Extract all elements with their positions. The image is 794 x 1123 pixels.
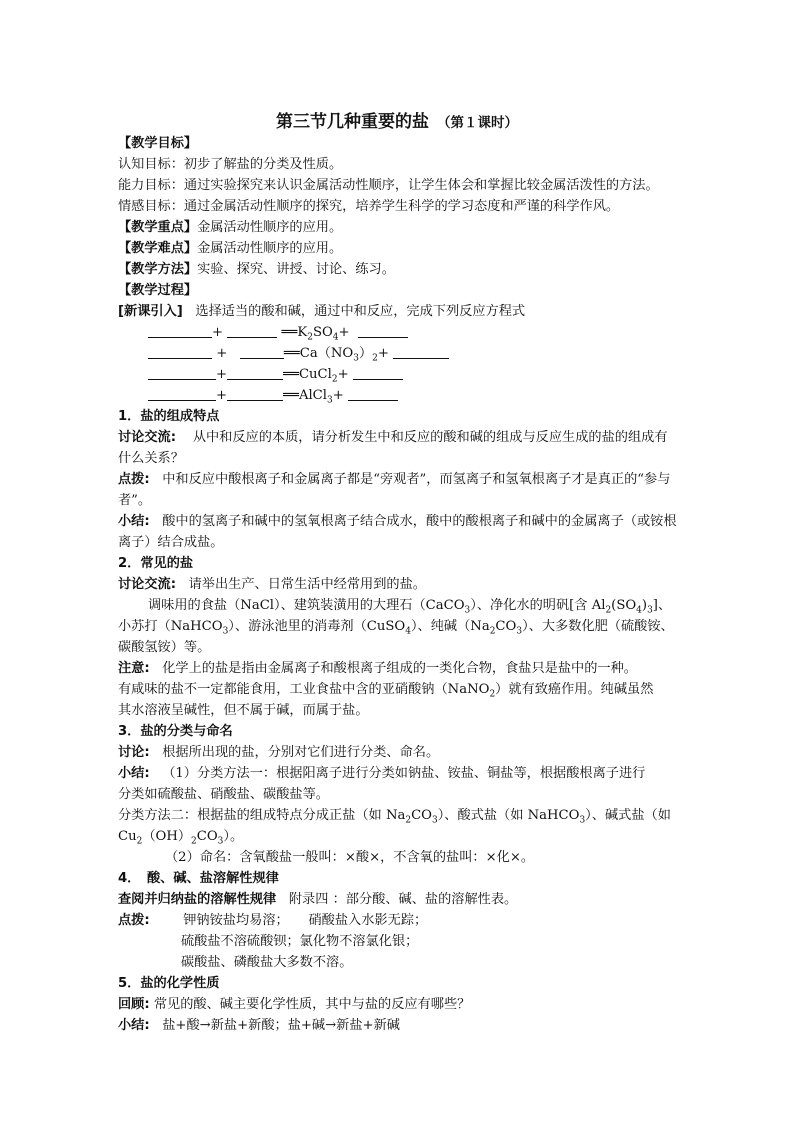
equation-4: + ══AlCl$_3$+ — [118, 385, 678, 406]
section-2-heading: 2．常见的盐 — [118, 556, 194, 571]
answer-blank[interactable] — [148, 386, 216, 401]
section-4-lookup: 查阅并归纳盐的溶解性规律 附录四 ：部分酸、碱、盐的溶解性表。 — [118, 892, 518, 907]
section-3-method-2: 分类方法二：根据盐的组成特点分成正盐（如 $Na_2CO_3$）、酸式盐（如 NaHCO$_3$）、碱式盐（如 — [118, 808, 671, 826]
section-1-heading: 1．盐的组成特点 — [118, 409, 220, 424]
section-3-summary: 小结: （1）分类方法一：根据阳离子进行分类如钠盐、铵盐、铜盐等，根据酸根离子进行 — [118, 766, 646, 781]
section-2-note-3: 其水溶液呈碱性，但不属于碱，而属于盐。 — [118, 703, 369, 718]
answer-blank[interactable] — [227, 323, 277, 338]
title-sub: （第１课时） — [437, 115, 518, 131]
section-1-tip: 点拨: 中和反应中酸根离子和金属离子都是“旁观者”，而氢离子和氢氧根离子才是真正的“参与者”。 — [118, 472, 671, 508]
section-3-discussion: 讨论: 根据所出现的盐，分别对它们进行分类、命名。 — [118, 745, 440, 760]
document-body — [118, 133, 678, 1036]
section-4-tip: 点拨: 钾钠铵盐均易溶； 硝酸盐入水影无踪； — [118, 913, 428, 928]
answer-blank[interactable] — [148, 365, 216, 380]
section-2-note-2: 有咸味的盐不一定都能食用，工业食盐中含的亚硝酸钠（NaNO$_2$）就有致癌作用。纯碱虽然 — [118, 682, 654, 700]
equation-2: + $══Ca(NO_3)_2+$ — [118, 343, 678, 364]
difficult-point: 【教学难点】金属活动性顺序的应用。 — [118, 241, 343, 256]
page-title — [0, 107, 794, 132]
section-3-heading: 3．盐的分类与命名 — [118, 724, 233, 739]
section-3-naming: （2）命名：含氧酸盐一般叫：×酸×，不含氧的盐叫：×化×。 — [165, 850, 535, 865]
process-heading: 【教学过程】 — [118, 283, 198, 298]
key-point: 【教学重点】金属活动性顺序的应用。 — [118, 220, 343, 235]
answer-blank[interactable] — [348, 386, 398, 401]
section-2-para-1: 调味用的食盐（NaCl）、建筑装潢用的大理石（CaCO$_3$）、净化水的明矾[含 $Al_2(SO_4)_3$]、 — [148, 598, 672, 616]
answer-blank[interactable] — [148, 344, 212, 359]
equation-3: + ══CuCl$_2$+ — [118, 364, 678, 385]
section-2-discussion: 讨论交流: 请举出生产、日常生活中经常用到的盐。 — [118, 577, 426, 592]
objectives-heading: 【教学目标】 — [118, 136, 198, 151]
answer-blank[interactable] — [240, 344, 284, 359]
section-4-heading: 4． 酸、碱、盐溶解性规律 — [118, 871, 279, 886]
section-2-para-3: 碳酸氢铵）等。 — [118, 640, 211, 655]
answer-blank[interactable] — [148, 323, 212, 338]
answer-blank[interactable] — [358, 323, 408, 338]
section-5-summary: 小结: 盐+酸→新盐+新酸；盐+碱→新盐+新碱 — [118, 1018, 400, 1033]
equation-1: + $══K_2SO_4+$ — [118, 322, 678, 343]
section-4-tip-3: 碳酸盐、磷酸盐大多数不溶。 — [181, 955, 353, 970]
answer-blank[interactable] — [393, 344, 449, 359]
teaching-method: 【教学方法】实验、探究、讲授、讨论、练习。 — [118, 262, 395, 277]
section-3-method-2b: $Cu_2(OH)_2CO_3$）。 — [118, 829, 244, 847]
section-5-heading: 5．盐的化学性质 — [118, 976, 220, 991]
section-2-para-2: 小苏打（NaHCO$_3$）、游泳池里的消毒剂（CuSO$_4$）、纯碱$(Na_2CO_3)$、大多数化肥（硫酸铵、 — [118, 619, 674, 637]
section-1-summary: 小结: 酸中的氢离子和碱中的氢氧根离子结合成水，酸中的酸根离子和碱中的金属离子（或铵根离子）结合成盐。 — [118, 514, 677, 550]
objective-emotional: 情感目标：通过金属活动性顺序的探究，培养学生科学的学习态度和严谨的科学作风。 — [118, 199, 620, 214]
objective-cognitive: 认知目标：初步了解盐的分类及性质。 — [118, 157, 343, 172]
section-2-note: 注意: 化学上的盐是指由金属离子和酸根离子组成的一类化合物，食盐只是盐中的一种。 — [118, 661, 637, 676]
section-1-discussion: 讨论交流: 从中和反应的本质，请分析发生中和反应的酸和碱的组成与反应生成的盐的组成有什么关系？ — [118, 430, 668, 466]
section-5-review: 回顾: 常见的酸、碱主要化学性质，其中与盐的反应有哪些？ — [118, 997, 471, 1012]
objective-ability: 能力目标：通过实验探究来认识金属活动性顺序，让学生体会和掌握比较金属活泼性的方法。 — [118, 178, 659, 193]
answer-blank[interactable] — [227, 386, 283, 401]
answer-blank[interactable] — [227, 365, 283, 380]
title-main: 第三节几种重要的盐 — [276, 112, 429, 132]
answer-blank[interactable] — [353, 365, 403, 380]
section-4-tip-2: 硫酸盐不溶硫酸钡；氯化物不溶氯化银； — [181, 934, 419, 949]
section-3-summary-2: 分类如硫酸盐、硝酸盐、碳酸盐等。 — [118, 787, 329, 802]
intro-line: [新课引入] 选择适当的酸和碱，通过中和反应，完成下列反应方程式 — [118, 304, 526, 319]
